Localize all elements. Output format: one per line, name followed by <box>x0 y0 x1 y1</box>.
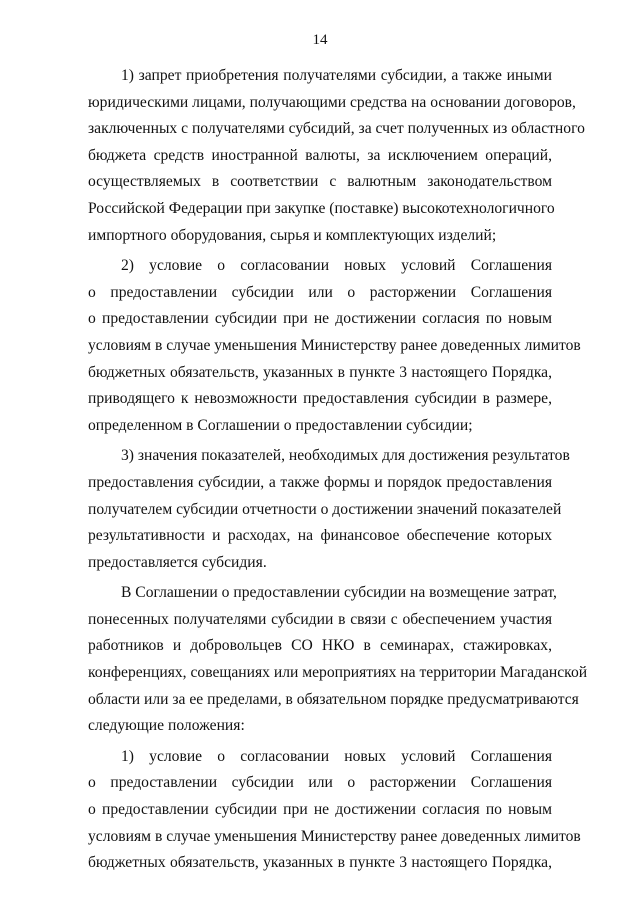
paragraph-item-3-indicators <box>88 443 570 576</box>
text-line: предоставления субсидии, а также формы и порядок предоставления <box>88 473 552 491</box>
paragraph-reimbursement-agreement <box>88 580 588 740</box>
text-line: бюджета средств иностранной валюты, за исключением операций, <box>88 146 552 164</box>
text-line: о предоставлении субсидии или о расторжении Соглашения <box>88 283 552 301</box>
paragraph-item-1-currency-ban <box>88 63 585 249</box>
text-line: 3) значения показателей, необходимых для достижения результатов <box>121 447 570 465</box>
paragraph-item-2-agreement-terms <box>88 253 581 439</box>
text-line: заключенных с получателями субсидий, за счет полученных из областного <box>88 120 585 138</box>
text-line: о предоставлении субсидии при не достижении согласия по новым <box>88 310 552 328</box>
text-line: юридическими лицами, получающими средства на основании договоров, <box>88 93 576 111</box>
text-line: результативности и расходах, на финансовое обеспечение которых <box>88 527 552 545</box>
document-body <box>88 63 588 877</box>
page-number: 14 <box>312 32 328 48</box>
text-line: получателем субсидии отчетности о достижении значений показателей <box>88 500 562 518</box>
paragraph-item-1-agreement-terms <box>88 744 581 877</box>
text-line: бюджетных обязательств, указанных в пункте 3 настоящего Порядка, <box>88 363 552 381</box>
text-line: 1) запрет приобретения получателями субсидии, а также иными <box>121 67 552 84</box>
text-line: В Соглашении о предоставлении субсидии на возмещение затрат, <box>121 584 557 602</box>
text-line: импортного оборудования, сырья и комплектующих изделий; <box>88 226 497 244</box>
text-line: определенном в Соглашении о предоставлении субсидии; <box>88 416 473 434</box>
text-line: следующие положения: <box>88 717 245 735</box>
text-line: области или за ее пределами, в обязательном порядке предусматриваются <box>88 690 579 708</box>
text-line: о предоставлении субсидии или о расторжении Соглашения <box>88 774 552 792</box>
text-line: конференциях, совещаниях или мероприятиях на территории Магаданской <box>88 664 588 682</box>
text-line: 2) условие о согласовании новых условий Соглашения <box>121 257 552 275</box>
text-line: условиям в случае уменьшения Министерству ранее доведенных лимитов <box>88 827 581 845</box>
text-line: условиям в случае уменьшения Министерству ранее доведенных лимитов <box>88 336 581 354</box>
text-line: Российской Федерации при закупке (поставке) высокотехнологичного <box>88 199 555 217</box>
text-line: работников и добровольцев СО НКО в семинарах, стажировках, <box>88 637 552 655</box>
text-line: приводящего к невозможности предоставления субсидии в размере, <box>88 390 552 408</box>
text-line: бюджетных обязательств, указанных в пункте 3 настоящего Порядка, <box>88 854 552 872</box>
text-line: предоставляется субсидия. <box>88 553 267 571</box>
text-line: о предоставлении субсидии при не достижении согласия по новым <box>88 801 552 819</box>
text-line: понесенных получателями субсидии в связи с обеспечением участия <box>88 610 552 628</box>
text-line: осуществляемых в соответствии с валютным законодательством <box>88 173 552 191</box>
text-line: 1) условие о согласовании новых условий Соглашения <box>121 747 552 765</box>
